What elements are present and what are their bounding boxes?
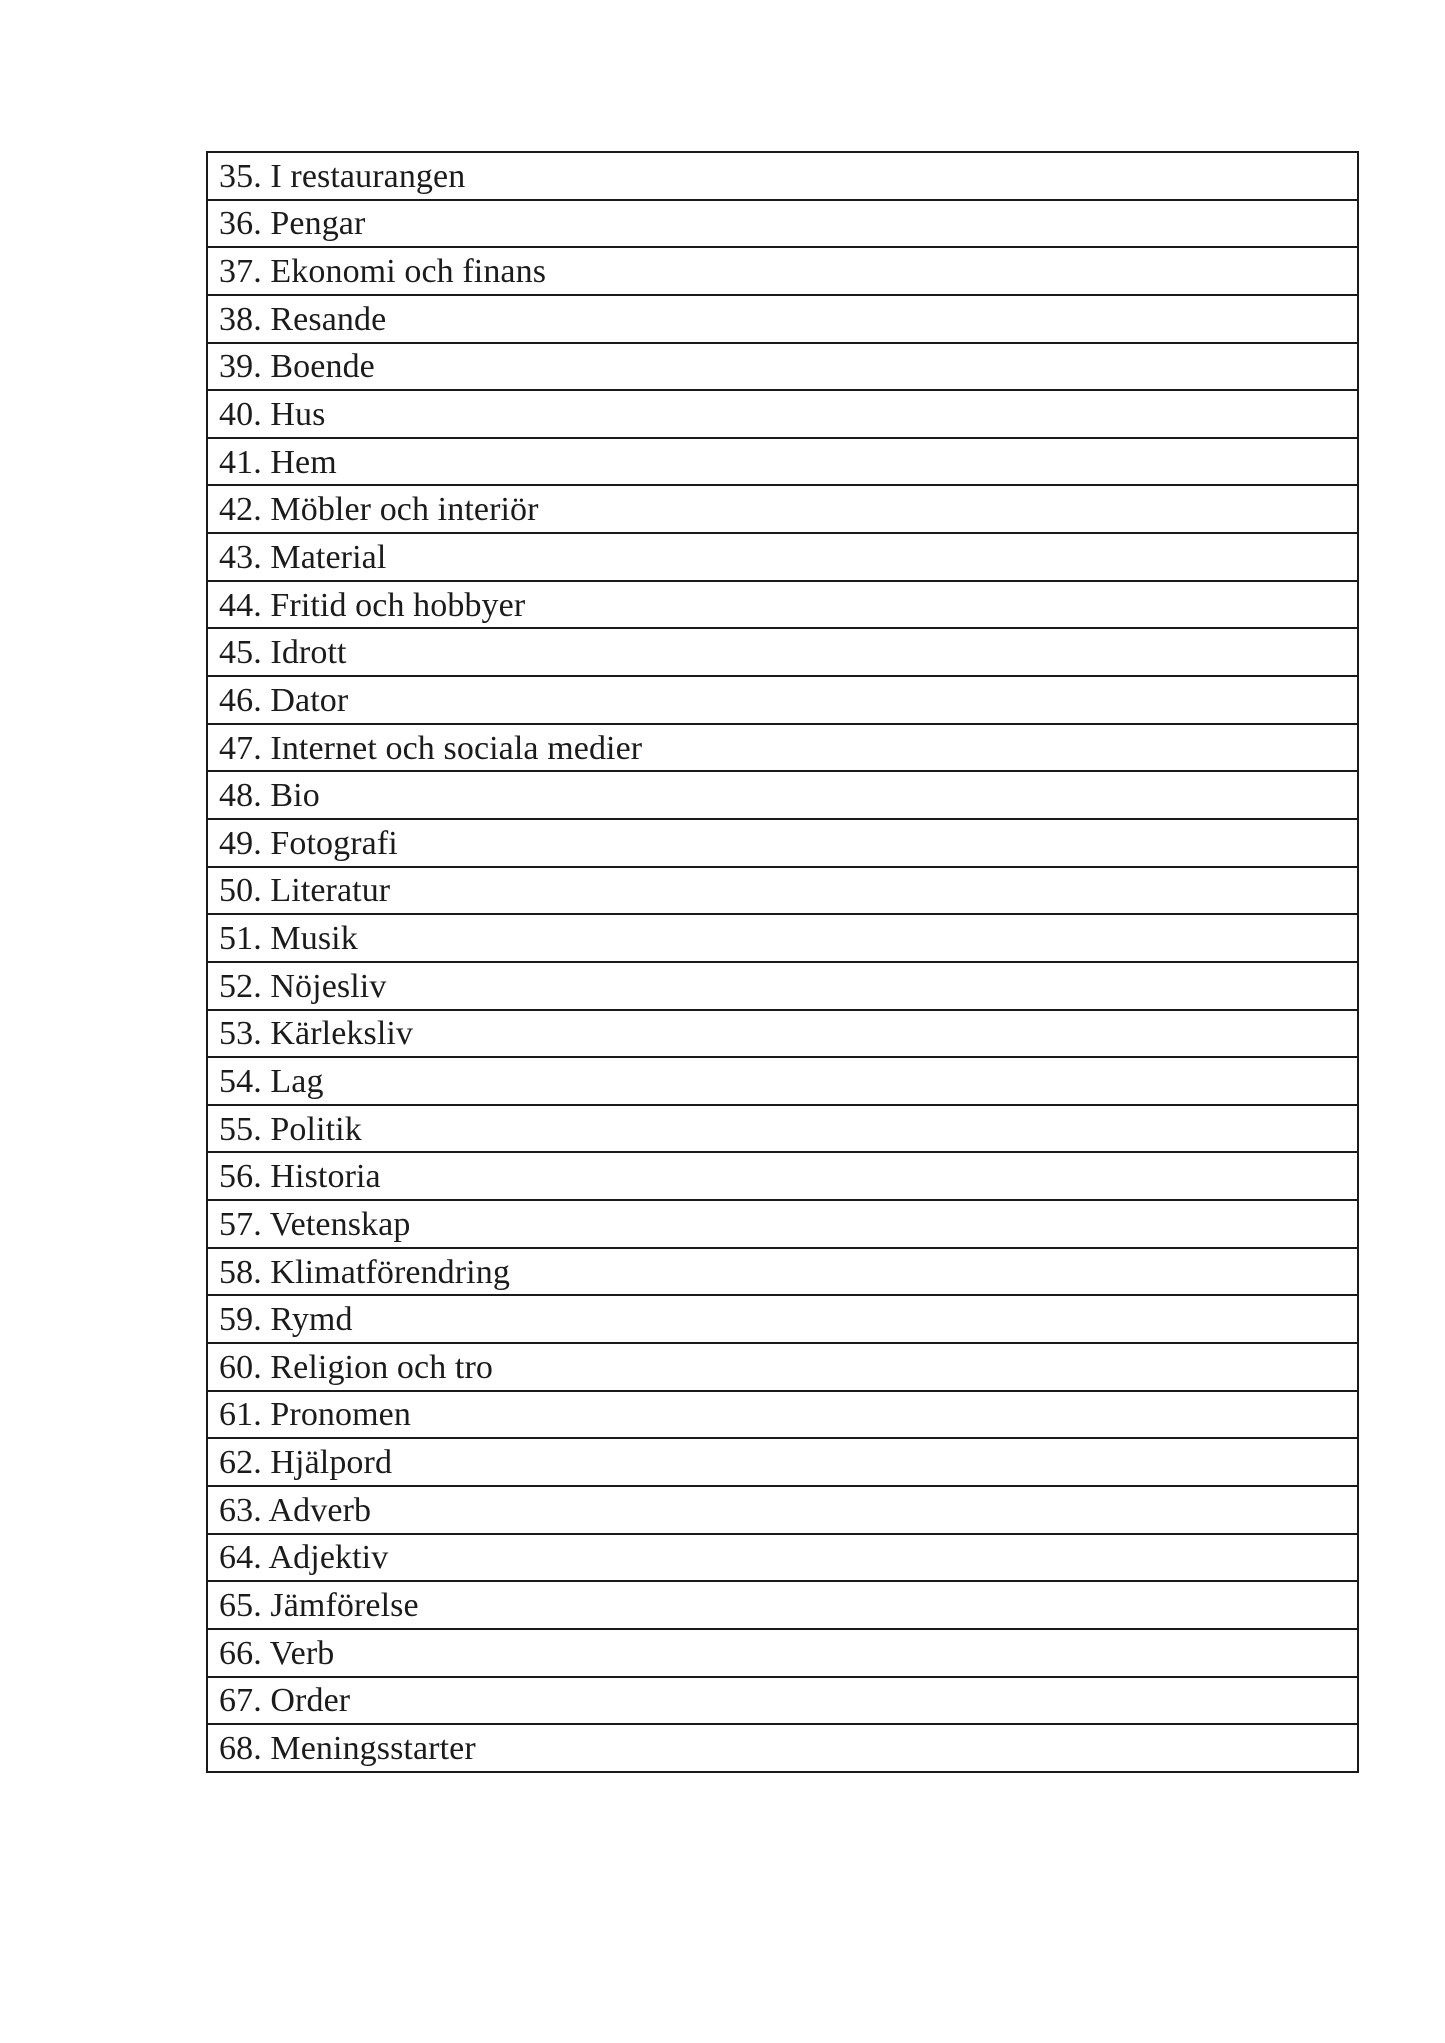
table-row — [208, 1201, 1357, 1249]
table-row — [208, 153, 1357, 201]
chapter-label: 61. Pronomen — [219, 1396, 411, 1434]
table-row — [208, 1249, 1357, 1297]
table-row — [208, 1392, 1357, 1440]
table-row — [208, 296, 1357, 344]
table-row — [208, 1678, 1357, 1726]
chapter-label: 36. Pengar — [219, 205, 366, 243]
chapter-list-table — [206, 151, 1359, 1773]
table-row — [208, 248, 1357, 296]
chapter-label: 59. Rymd — [219, 1301, 353, 1339]
table-row — [208, 1535, 1357, 1583]
table-row — [208, 201, 1357, 249]
table-row — [208, 1582, 1357, 1630]
chapter-label: 56. Historia — [219, 1158, 381, 1196]
table-row — [208, 486, 1357, 534]
chapter-label: 54. Lag — [219, 1062, 324, 1100]
chapter-label: 62. Hjälpord — [219, 1444, 393, 1482]
chapter-label: 40. Hus — [219, 396, 326, 434]
chapter-label: 38. Resande — [219, 300, 387, 338]
chapter-label: 43. Material — [219, 538, 387, 576]
chapter-label: 63. Adverb — [219, 1491, 372, 1529]
chapter-label: 42. Möbler och interiör — [219, 491, 539, 529]
chapter-label: 64. Adjektiv — [219, 1539, 389, 1577]
table-row — [208, 1058, 1357, 1106]
table-row — [208, 629, 1357, 677]
chapter-label: 67. Order — [219, 1682, 351, 1720]
table-row — [208, 1106, 1357, 1154]
chapter-label: 50. Literatur — [219, 872, 391, 910]
table-row — [208, 582, 1357, 630]
chapter-label: 60. Religion och tro — [219, 1348, 493, 1386]
chapter-label: 68. Meningsstarter — [219, 1729, 476, 1767]
table-row — [208, 1630, 1357, 1678]
table-row — [208, 534, 1357, 582]
table-row — [208, 868, 1357, 916]
table-row — [208, 439, 1357, 487]
table-row — [208, 1725, 1357, 1771]
table-row — [208, 344, 1357, 392]
table-row — [208, 963, 1357, 1011]
table-row — [208, 1153, 1357, 1201]
table-row — [208, 1344, 1357, 1392]
table-row — [208, 391, 1357, 439]
chapter-label: 57. Vetenskap — [219, 1205, 411, 1243]
chapter-label: 65. Jämförelse — [219, 1587, 419, 1625]
chapter-label: 45. Idrott — [219, 634, 347, 672]
table-row — [208, 677, 1357, 725]
table-row — [208, 1296, 1357, 1344]
table-row — [208, 772, 1357, 820]
chapter-label: 58. Klimatförendring — [219, 1253, 510, 1291]
chapter-label: 49. Fotografi — [219, 824, 398, 862]
table-row — [208, 915, 1357, 963]
chapter-label: 55. Politik — [219, 1110, 362, 1148]
chapter-label: 47. Internet och sociala medier — [219, 729, 643, 767]
chapter-label: 66. Verb — [219, 1634, 335, 1672]
chapter-label: 46. Dator — [219, 681, 349, 719]
chapter-label: 53. Kärleksliv — [219, 1015, 414, 1053]
table-row — [208, 820, 1357, 868]
table-row — [208, 1011, 1357, 1059]
chapter-label: 44. Fritid och hobbyer — [219, 586, 526, 624]
table-row — [208, 1439, 1357, 1487]
chapter-label: 35. I restaurangen — [219, 157, 466, 195]
table-row — [208, 1487, 1357, 1535]
chapter-label: 51. Musik — [219, 920, 358, 958]
chapter-label: 41. Hem — [219, 443, 337, 481]
chapter-label: 39. Boende — [219, 348, 375, 386]
chapter-label: 48. Bio — [219, 777, 320, 815]
chapter-label: 52. Nöjesliv — [219, 967, 387, 1005]
table-row — [208, 725, 1357, 773]
chapter-label: 37. Ekonomi och finans — [219, 253, 547, 291]
